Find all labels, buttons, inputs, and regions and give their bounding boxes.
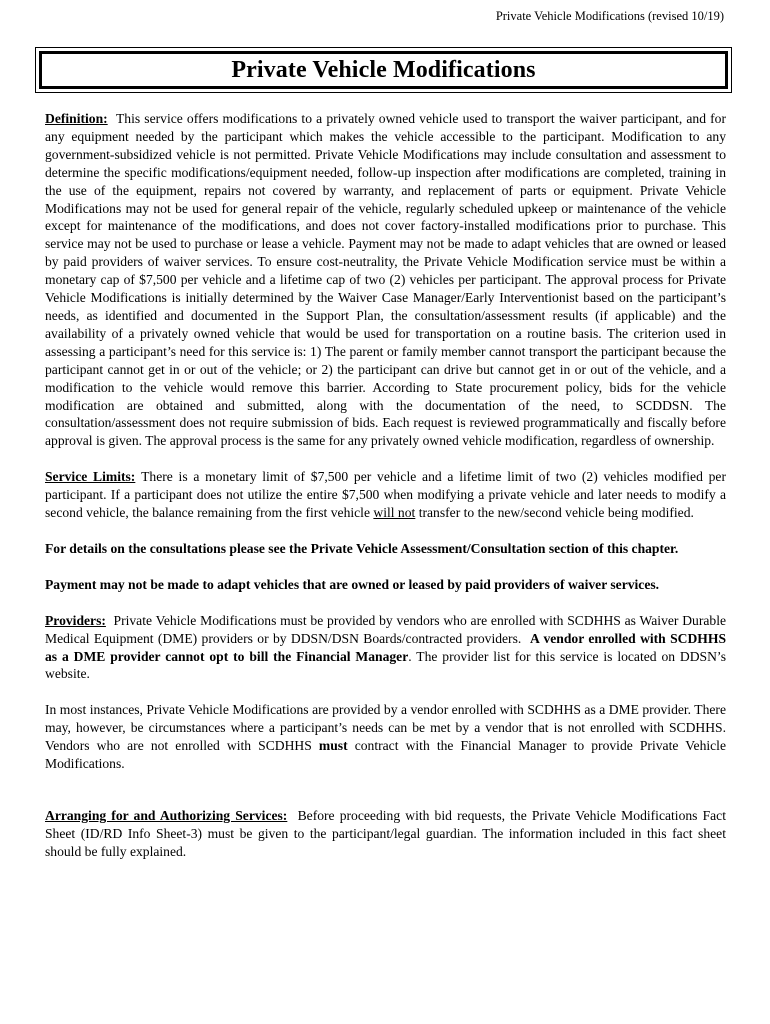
service-limits-emphasis: will not [373, 505, 416, 521]
providers-paragraph [45, 612, 726, 684]
service-limits-label: Service Limits: [45, 469, 136, 485]
providers-emphasis: A vendor enrolled with SCDHHS as a DME provider cannot opt to bill the Financial Manager [45, 630, 727, 664]
document-body [45, 110, 726, 879]
page-title: Private Vehicle Modifications [231, 56, 536, 83]
arranging-text: Before proceeding with bid requests, the Private Vehicle Modifications Fact Sheet (ID/RD Info Sheet-3) must be given to the participant/legal guardian. The information included in this fact sheet should be fully explained. [45, 808, 726, 859]
instances-paragraph [45, 701, 726, 773]
definition-text: This service offers modifications to a privately owned vehicle used to transport the waiver participant, and for any equipment needed by the participant which makes the vehicle accessible to the participant. Modification to any government-subsidized vehicle is not permitted. Private Vehicle Modifications may include consultation and assessment to determine the specific modifications/equipment needed, follow-up inspection after modifications are completed, training in the use of the equipment, repairs not covered by warranty, and replacement of parts or equipment. Private Vehicle Modifications may not be used for general repair of the vehicle, regularly scheduled upkeep or maintenance of the vehicle except for maintenance of the modifications, and does not cover factory-installed modifications prior to purchase. This service may not be used to purchase or lease a vehicle. Payment may not be made to adapt vehicles that are owned or leased by paid providers of waiver services. To ensure cost-neutrality, the Private Vehicle Modification service must be within a monetary cap of $7,500 per vehicle and a lifetime cap of two (2) vehicles per participant. The approval process for Private Vehicle Modifications is initially determined by the Waiver Case Manager/Early Interventionist based on the participant’s needs, as identified and documented in the Support Plan, the consultation/assessment results (if applicable) and the availability of a privately owned vehicle that would be used for transportation on a routine basis. The criterion used in assessing a participant’s need for this service is: 1) The parent or family member cannot transport the participant because the participant cannot get in or out of the vehicle; or 2) the participant can drive but cannot get in or out of the vehicle, and a modification to the vehicle would remove this barrier. According to State procurement policy, bids for the vehicle modification are obtained and submitted, along with the documentation of the need, to SCDDSN. The consultation/assessment does not require submission of bids. Each request is reviewed programmatically and fiscally before approval is given. The approval process is the same for any privately owned vehicle modification, regardless of ownership. [45, 111, 727, 449]
providers-text-end: . The provider list for this service is located on DDSN’s website. [45, 648, 726, 682]
service-limits-paragraph [45, 468, 726, 522]
definition-label: Definition: [45, 111, 108, 126]
definition-paragraph [45, 110, 726, 450]
providers-label: Providers: [45, 612, 106, 628]
title-box [35, 47, 732, 93]
instances-emphasis: must [318, 738, 348, 754]
arranging-paragraph [45, 807, 726, 861]
consultation-note: For details on the consultations please see the Private Vehicle Assessment/Consultation section of this chapter. [45, 540, 679, 556]
instances-text-end: contract with the Financial Manager to provide Private Vehicle Modifications. [45, 738, 726, 772]
title-box-inner [39, 51, 728, 89]
running-header: Private Vehicle Modifications (revised 10/19) [495, 9, 724, 23]
instances-text: In most instances, Private Vehicle Modifications are provided by a vendor enrolled with SCDHHS as a DME provider. There may, however, be circumstances where a participant’s needs can be met by a vendor that is not enrolled with SCDHHS. Vendors who are not enrolled with SCDHHS [45, 702, 726, 754]
providers-text: Private Vehicle Modifications must be provided by vendors who are enrolled with SCDHHS as Waiver Durable Medical Equipment (DME) providers or by DDSN/DSN Boards/contracted providers. [45, 612, 727, 646]
service-limits-text-end: transfer to the new/second vehicle being modified. [418, 505, 694, 521]
arranging-label: Arranging for and Authorizing Services: [45, 808, 288, 823]
payment-note: Payment may not be made to adapt vehicles that are owned or leased by paid providers of waiver services. [45, 576, 660, 592]
service-limits-text: There is a monetary limit of $7,500 per vehicle and a lifetime limit of two (2) vehicles modified per participant. If a participant does not utilize the entire $7,500 when modifying a private vehicle and later needs to modify a second vehicle, the balance remaining from the first vehicle [45, 469, 726, 521]
